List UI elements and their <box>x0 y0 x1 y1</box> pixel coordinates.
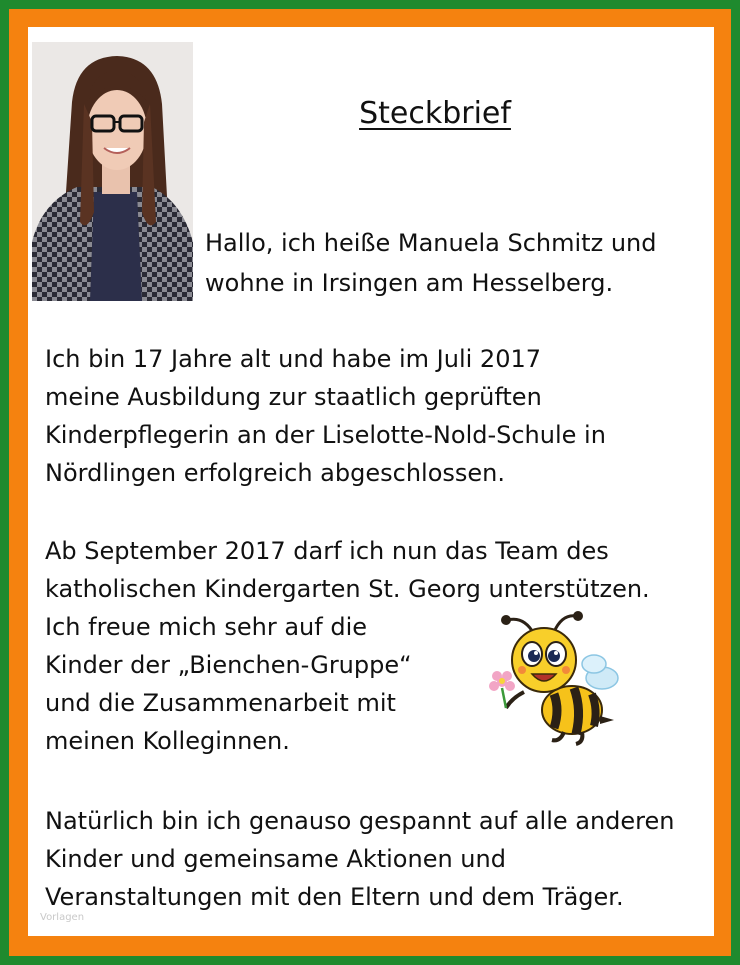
paragraph1-line-2: meine Ausbildung zur staatlich geprüften <box>45 383 542 411</box>
watermark: Vorlagen <box>40 912 85 923</box>
paragraph2-line-1: Ab September 2017 darf ich nun das Team des <box>45 537 609 565</box>
paragraph2-line-5: und die Zusammenarbeit mit <box>45 689 396 717</box>
paragraph3-line-2: Kinder und gemeinsame Aktionen und <box>45 845 506 873</box>
paragraph2-line-3: Ich freue mich sehr auf die <box>45 613 367 641</box>
bee-illustration <box>484 608 624 748</box>
paragraph1-line-4: Nördlingen erfolgreich abgeschlossen. <box>45 459 505 487</box>
portrait-photo <box>32 42 193 301</box>
paragraph2-line-4: Kinder der „Bienchen-Gruppe“ <box>45 651 412 679</box>
paragraph2-line-6: meinen Kolleginnen. <box>45 727 290 755</box>
paragraph1-line-1: Ich bin 17 Jahre alt und habe im Juli 2017 <box>45 345 542 373</box>
paragraph3-line-1: Natürlich bin ich genauso gespannt auf alle anderen <box>45 807 675 835</box>
paragraph2-line-2: katholischen Kindergarten St. Georg unterstützen. <box>45 575 650 603</box>
intro-line-2: wohne in Irsingen am Hesselberg. <box>205 269 614 297</box>
intro-line-1: Hallo, ich heiße Manuela Schmitz und <box>205 229 657 257</box>
page-title: Steckbrief <box>359 96 511 131</box>
paragraph1-line-3: Kinderpflegerin an der Liselotte-Nold-Schule in <box>45 421 606 449</box>
paragraph3-line-3: Veranstaltungen mit den Eltern und dem Träger. <box>45 883 624 911</box>
